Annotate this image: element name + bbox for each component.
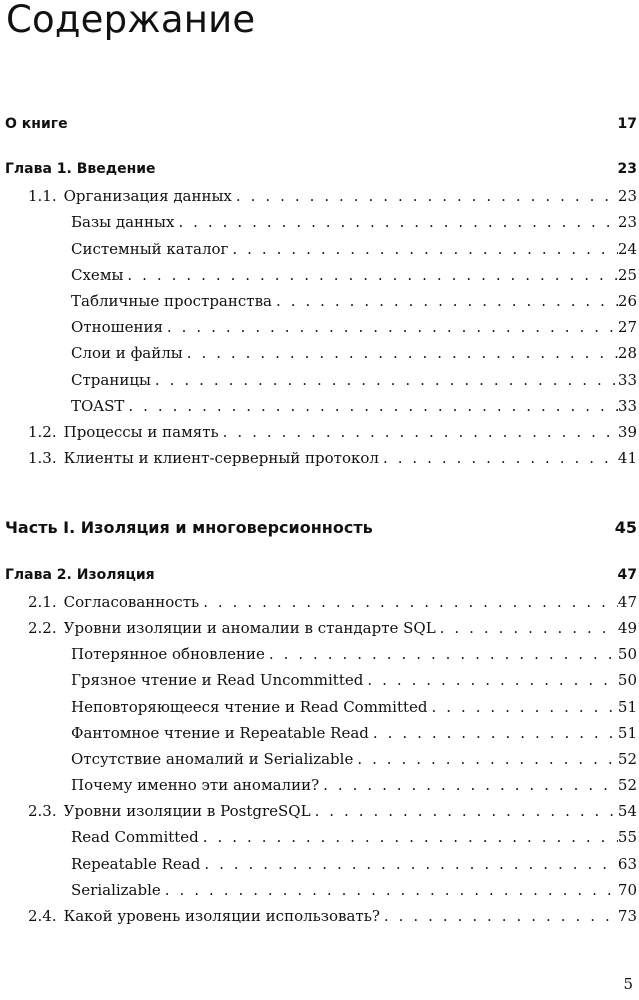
- toc-entry-subsection[interactable]: [0, 724, 639, 742]
- toc-entry-about-book[interactable]: [0, 116, 639, 132]
- toc-entry-page: 17: [617, 116, 637, 132]
- toc-entry-page: 55: [617, 828, 637, 846]
- toc-entry-label: Неповторяющееся чтение и Read Committed: [71, 698, 428, 716]
- toc-entry-label: Repeatable Read: [71, 855, 201, 873]
- toc-entry-label: Фантомное чтение и Repeatable Read: [71, 724, 369, 742]
- toc-leader-dots: [369, 724, 618, 742]
- toc-entry-label: Отсутствие аномалий и Serializable: [71, 750, 354, 768]
- toc-entry-label: Глава 2. Изоляция: [5, 567, 155, 583]
- toc-entry-subsection[interactable]: [0, 645, 639, 663]
- toc-leader-dots: [124, 397, 617, 415]
- toc-entry-page: 28: [617, 344, 637, 362]
- toc-entry-label: Страницы: [71, 371, 151, 389]
- toc-entry-subsection[interactable]: [0, 266, 639, 284]
- toc-entry-label: Какой уровень изоляции использовать?: [63, 907, 380, 925]
- toc-leader-dots: [379, 449, 618, 467]
- toc-entry-label: Слои и файлы: [71, 344, 183, 362]
- toc-entry-label: О книге: [5, 116, 68, 132]
- toc-entry-label: Глава 1. Введение: [5, 161, 156, 177]
- toc-entry-label: Serializable: [71, 881, 161, 899]
- toc-leader-dots: [232, 187, 618, 205]
- toc-entry-section[interactable]: [0, 619, 639, 637]
- toc-leader-dots: [199, 828, 618, 846]
- toc-entry-subsection[interactable]: [0, 750, 639, 768]
- toc-leader-dots: [436, 619, 618, 637]
- toc-entry-label: Потерянное обновление: [71, 645, 265, 663]
- toc-entry-page: 24: [617, 240, 637, 258]
- toc-entry-page: 23: [617, 161, 637, 177]
- toc-entry-page: 50: [617, 671, 637, 689]
- toc-entry-label: Схемы: [71, 266, 124, 284]
- toc-entry-label: TOAST: [71, 397, 125, 415]
- toc-entry-number: 2.4.: [28, 907, 57, 925]
- toc-entry-label: Отношения: [71, 318, 163, 336]
- toc-entry-label: Системный каталог: [71, 240, 229, 258]
- toc-entry-page: 52: [617, 750, 637, 768]
- toc-entry-label: Клиенты и клиент-серверный протокол: [63, 449, 379, 467]
- page-number: 5: [623, 975, 633, 993]
- toc-entry-subsection[interactable]: [0, 855, 639, 873]
- toc-leader-dots: [319, 776, 618, 794]
- toc-leader-dots: [353, 750, 618, 768]
- toc-entry-page: 47: [617, 567, 637, 583]
- toc-entry-page: 63: [617, 855, 637, 873]
- toc-entry-page: 47: [617, 593, 637, 611]
- toc-entry-page: 50: [617, 645, 637, 663]
- toc-leader-dots: [200, 855, 618, 873]
- toc-entry-label: Табличные пространства: [71, 292, 272, 310]
- toc-entry-page: 73: [617, 907, 637, 925]
- toc-entry-section[interactable]: [0, 802, 639, 820]
- toc-leader-dots: [228, 240, 618, 258]
- toc-entry-page: 33: [617, 397, 637, 415]
- toc-entry-page: 51: [617, 698, 637, 716]
- toc-entry-page: 70: [617, 881, 637, 899]
- toc-entry-subsection[interactable]: [0, 240, 639, 258]
- toc-leader-dots: [174, 213, 617, 231]
- toc-entry-page: 49: [617, 619, 637, 637]
- toc-leader-dots: [161, 881, 618, 899]
- toc-entry-subsection[interactable]: [0, 828, 639, 846]
- toc-leader-dots: [163, 318, 618, 336]
- toc-entry-label: Почему именно эти аномалии?: [71, 776, 320, 794]
- toc-entry-label: Организация данных: [63, 187, 232, 205]
- toc-leader-dots: [183, 344, 618, 362]
- toc-entry-number: 2.3.: [28, 802, 57, 820]
- toc-entry-label: Уровни изоляции в PostgreSQL: [63, 802, 311, 820]
- toc-entry-number: 1.1.: [28, 187, 57, 205]
- toc-entry-page: 26: [617, 292, 637, 310]
- toc-entry-page: 25: [617, 266, 637, 284]
- toc-entry-page: 52: [617, 776, 637, 794]
- toc-entry-number: 1.2.: [28, 423, 57, 441]
- toc-leader-dots: [265, 645, 618, 663]
- toc-leader-dots: [311, 802, 618, 820]
- toc-entry-label: Базы данных: [71, 213, 175, 231]
- toc-leader-dots: [272, 292, 618, 310]
- page-title: Содержание: [6, 0, 256, 41]
- toc-entry-chapter-2[interactable]: [0, 567, 639, 583]
- toc-leader-dots: [363, 671, 618, 689]
- toc-entry-number: 2.1.: [28, 593, 57, 611]
- toc-leader-dots: [199, 593, 618, 611]
- toc-entry-number: 2.2.: [28, 619, 57, 637]
- toc-entry-label: Процессы и память: [63, 423, 219, 441]
- toc-entry-page: 39: [617, 423, 637, 441]
- toc-entry-label: Грязное чтение и Read Uncommitted: [71, 671, 364, 689]
- toc-entry-page: 54: [617, 802, 637, 820]
- toc-entry-label: Уровни изоляции и аномалии в стандарте SQL: [63, 619, 436, 637]
- toc-leader-dots: [151, 371, 618, 389]
- toc-entry-label: Read Committed: [71, 828, 199, 846]
- toc-entry-label: Часть I. Изоляция и многоверсионность: [5, 518, 373, 537]
- toc-entry-subsection[interactable]: [0, 881, 639, 899]
- toc-entry-section[interactable]: [0, 187, 639, 205]
- toc-entry-subsection[interactable]: [0, 318, 639, 336]
- toc-entry-page: 51: [617, 724, 637, 742]
- toc-entry-subsection[interactable]: [0, 397, 639, 415]
- toc-entry-page: 33: [617, 371, 637, 389]
- toc-entry-page: 27: [617, 318, 637, 336]
- toc-entry-number: 1.3.: [28, 449, 57, 467]
- toc-entry-page: 41: [617, 449, 637, 467]
- toc-entry-section[interactable]: [0, 593, 639, 611]
- toc-entry-subsection[interactable]: [0, 344, 639, 362]
- toc-entry-subsection[interactable]: [0, 671, 639, 689]
- toc-leader-dots: [380, 907, 618, 925]
- toc-entry-subsection[interactable]: [0, 213, 639, 231]
- toc-leader-dots: [427, 698, 617, 716]
- toc-entry-section[interactable]: [0, 423, 639, 441]
- toc-entry-subsection[interactable]: [0, 776, 639, 794]
- toc-entry-page: 23: [617, 187, 637, 205]
- toc-entry-section[interactable]: [0, 449, 639, 467]
- toc-leader-dots: [219, 423, 618, 441]
- toc-entry-part-1[interactable]: [0, 518, 639, 537]
- toc-entry-subsection[interactable]: [0, 698, 639, 716]
- toc-leader-dots: [123, 266, 617, 284]
- toc-entry-section[interactable]: [0, 907, 639, 925]
- toc-entry-chapter-1[interactable]: [0, 161, 639, 177]
- toc-entry-label: Согласованность: [63, 593, 200, 611]
- toc-entry-subsection[interactable]: [0, 292, 639, 310]
- toc-entry-page: 23: [617, 213, 637, 231]
- toc-entry-page: 45: [614, 518, 637, 537]
- toc-entry-subsection[interactable]: [0, 371, 639, 389]
